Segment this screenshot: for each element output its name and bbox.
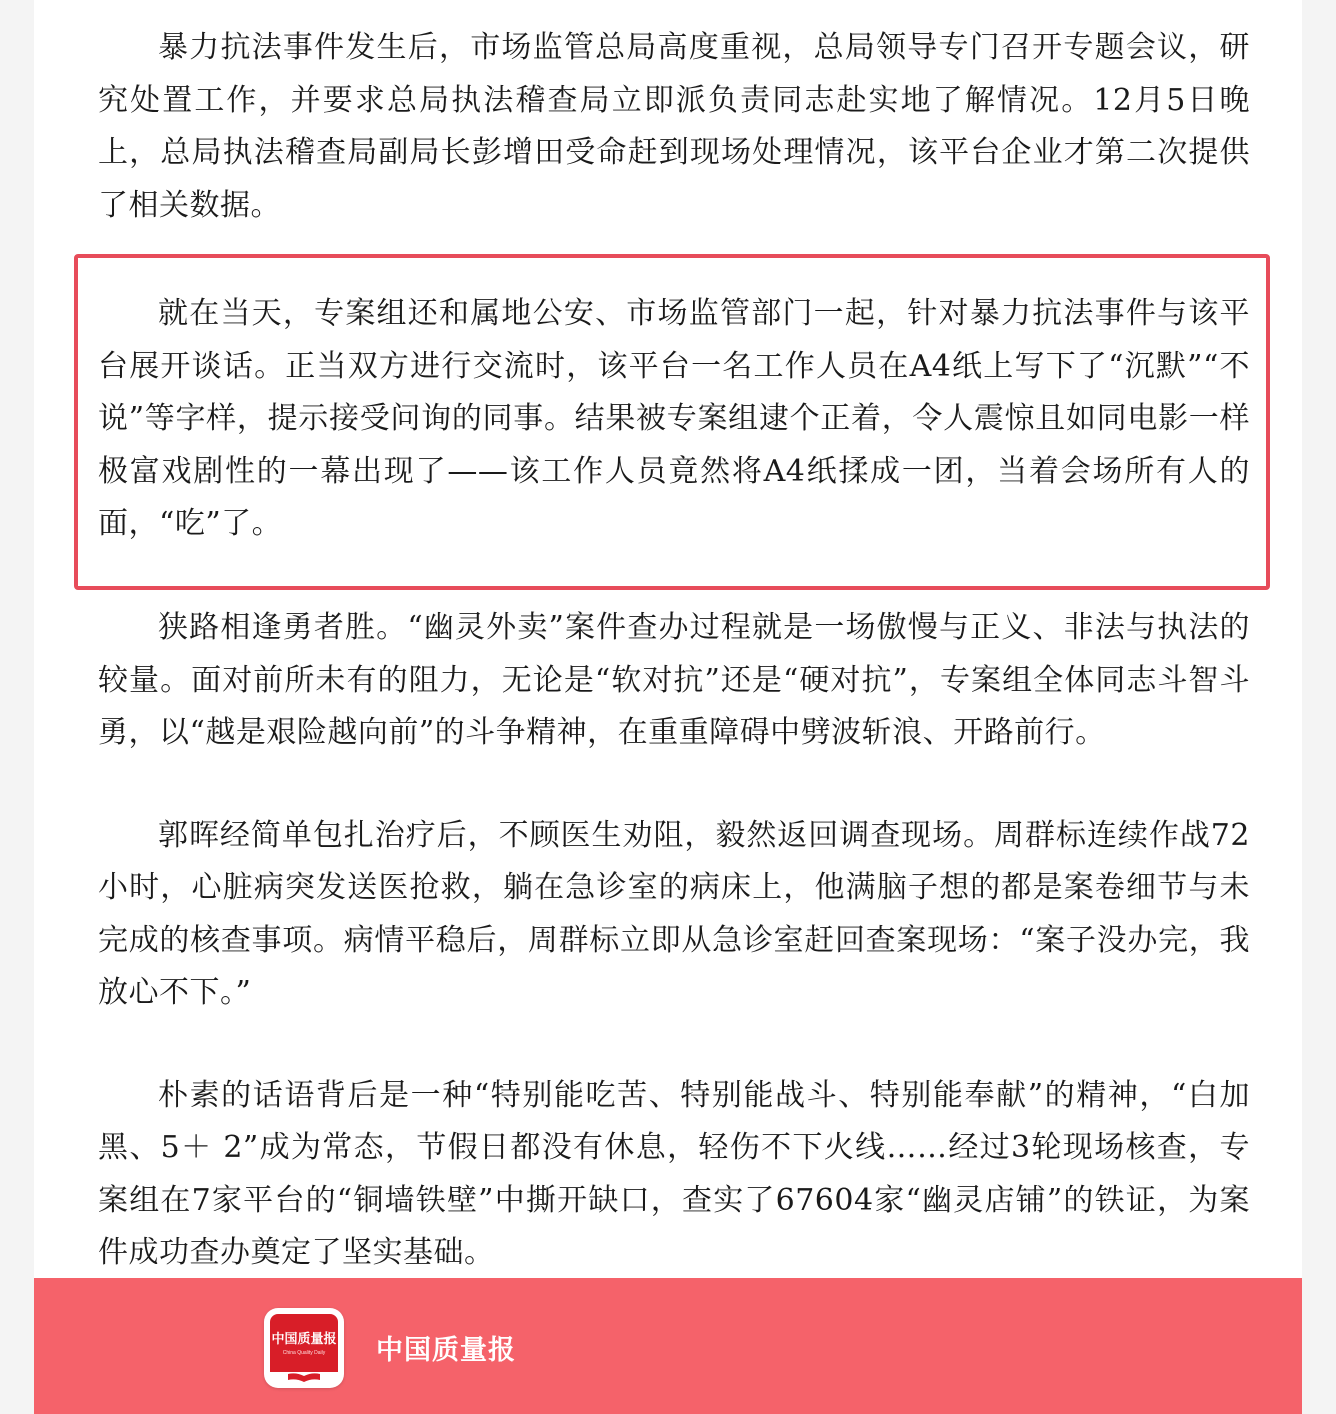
footer-banner [34,1278,1302,1414]
highlighted-section [98,288,1250,551]
paragraph-highlighted: 就在当天，专案组还和属地公安、市场监管部门一起，针对暴力抗法事件与该平台展开谈话。正当双方进行交流时，该平台一名工作人员在A4纸上写下了“沉默”“不说”等字样，提示接受问询的同事。结果被专案组逮个正着，令人震惊且如同电影一样极富戏剧性的一幕出现了——该工作人员竟然将A4纸揉成一团，当着会场所有人的面，“吃”了。 [98,296,1250,541]
article-page [34,0,1302,1414]
newspaper-logo[interactable] [264,1308,344,1388]
logo-text: 中国质量报 [271,1332,337,1347]
paragraph-4: 郭晖经简单包扎治疗后，不顾医生劝阻，毅然返回调查现场。周群标连续作战72小时，心脏病突发送医抢救，躺在急诊室的病床上，他满脑子想的都是案卷细节与未完成的核查事项。病情平稳后，周群标立即从急诊室赶回查案现场：“案子没办完，我放心不下。” [98,817,1250,1010]
logo-subtext: China Quality Daily [282,1350,326,1356]
paragraph-3: 狭路相逢勇者胜。“幽灵外卖”案件查办过程就是一场傲慢与正义、非法与执法的较量。面对前所未有的阻力，无论是“软对抗”还是“硬对抗”，专案组全体同志斗智斗勇，以“越是艰险越向前”的斗争精神，在重重障碍中劈波斩浪、开路前行。 [98,610,1250,750]
paragraph-5: 朴素的话语背后是一种“特别能吃苦、特别能战斗、特别能奉献”的精神，“白加黑、5＋ 2”成为常态，节假日都没有休息，轻伤不下火线……经过3轮现场核查，专案组在7家平台的“铜墙铁壁”中撕开缺口，查实了67604家“幽灵店铺”的铁证，为案件成功查办奠定了坚实基础。 [98,1077,1250,1270]
book-icon [286,1372,322,1382]
paragraph-1: 暴力抗法事件发生后，市场监管总局高度重视，总局领导专门召开专题会议，研究处置工作，并要求总局执法稽查局立即派负责同志赴实地了解情况。12月5日晚上，总局执法稽查局副局长彭增田受命赶到现场处理情况，该平台企业才第二次提供了相关数据。 [98,30,1250,223]
logo-badge [270,1314,338,1372]
brand-name[interactable]: 中国质量报 [376,1335,516,1366]
article-body-top [98,22,1250,232]
article-body-bottom [98,602,1250,1280]
